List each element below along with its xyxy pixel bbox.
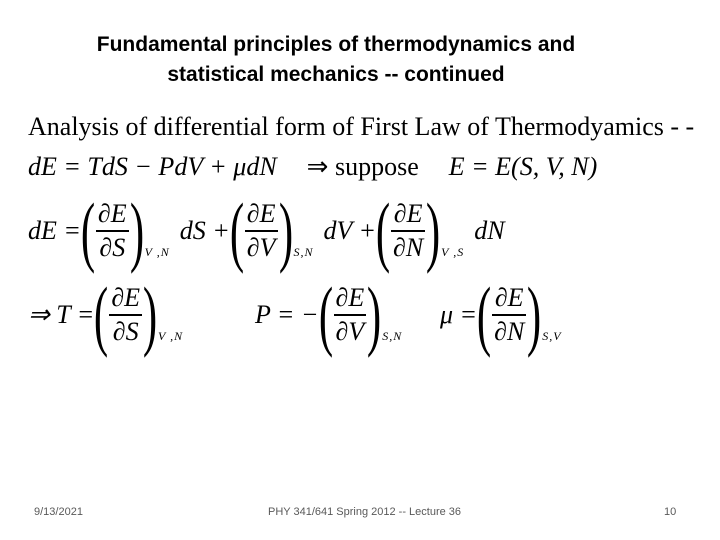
partial-derivative-e-n: ( $\frac{\partial E}{\partial N}$ ) V ,S: [375, 187, 465, 274]
equation-p-definition: [255, 271, 403, 358]
equation-total-differential: [28, 187, 505, 274]
t-equals: ⇒ T =: [28, 300, 95, 329]
footer-page-number: 10: [664, 506, 677, 518]
term-ds: dS +: [179, 216, 230, 245]
numerator: ∂E: [494, 283, 524, 313]
footer-course: PHY 341/641 Spring 2012 -- Lecture 36: [268, 506, 462, 518]
partial-derivative-e-v: ( $\frac{\partial E}{\partial V}$ ) S,N: [229, 187, 314, 274]
term-dv: dV +: [323, 216, 376, 245]
numerator: ∂E: [111, 283, 141, 313]
denominator: ∂S: [112, 316, 139, 346]
equation-t-definition: [28, 271, 184, 358]
numerator: ∂E: [246, 199, 276, 229]
footer-date: 9/13/2021: [34, 506, 83, 518]
held-constant: V ,N: [158, 329, 184, 343]
partial-derivative-p: ( $\frac{\partial E}{\partial V}$ ) S,N: [318, 271, 403, 358]
equation-first-law: [28, 152, 597, 182]
title-line-1: Fundamental principles of thermodynamics and: [96, 33, 576, 56]
numerator: ∂E: [393, 199, 423, 229]
denominator: ∂V: [246, 232, 276, 262]
equation-mu-definition: [440, 271, 562, 358]
held-constant: S,V: [542, 329, 562, 343]
section-heading: Analysis of differential form of First Law of Thermodyamics - -: [28, 112, 695, 141]
term-dn: dN: [474, 216, 505, 245]
mu-equals: μ =: [440, 300, 478, 329]
partial-derivative-t: ( $\frac{\partial E}{\partial S}$ ) V ,N: [94, 271, 184, 358]
first-law-expression: dE = TdS − PdV + μdN: [28, 152, 277, 181]
held-constant: V ,S: [441, 245, 465, 259]
denominator: ∂V: [335, 316, 365, 346]
denominator: ∂S: [99, 232, 126, 262]
title-line-2: statistical mechanics -- continued: [167, 63, 505, 86]
slide-title: [0, 30, 672, 90]
denominator: ∂N: [392, 232, 424, 262]
numerator: ∂E: [97, 199, 127, 229]
energy-function: E = E(S, V, N): [448, 152, 598, 181]
denominator: ∂N: [494, 316, 525, 346]
held-constant: S,N: [293, 245, 314, 259]
partial-derivative-e-s: ( $\frac{\partial E}{\partial S}$ ) V ,N: [80, 187, 170, 274]
implies-suppose: ⇒ suppose: [306, 152, 419, 181]
numerator: ∂E: [335, 283, 365, 313]
p-equals: P = −: [255, 300, 319, 329]
held-constant: S,N: [382, 329, 403, 343]
held-constant: V ,N: [144, 245, 170, 259]
partial-derivative-mu: ( $\frac{\partial E}{\partial N}$ ) S,V: [476, 271, 562, 358]
de-equals: dE =: [28, 216, 81, 245]
